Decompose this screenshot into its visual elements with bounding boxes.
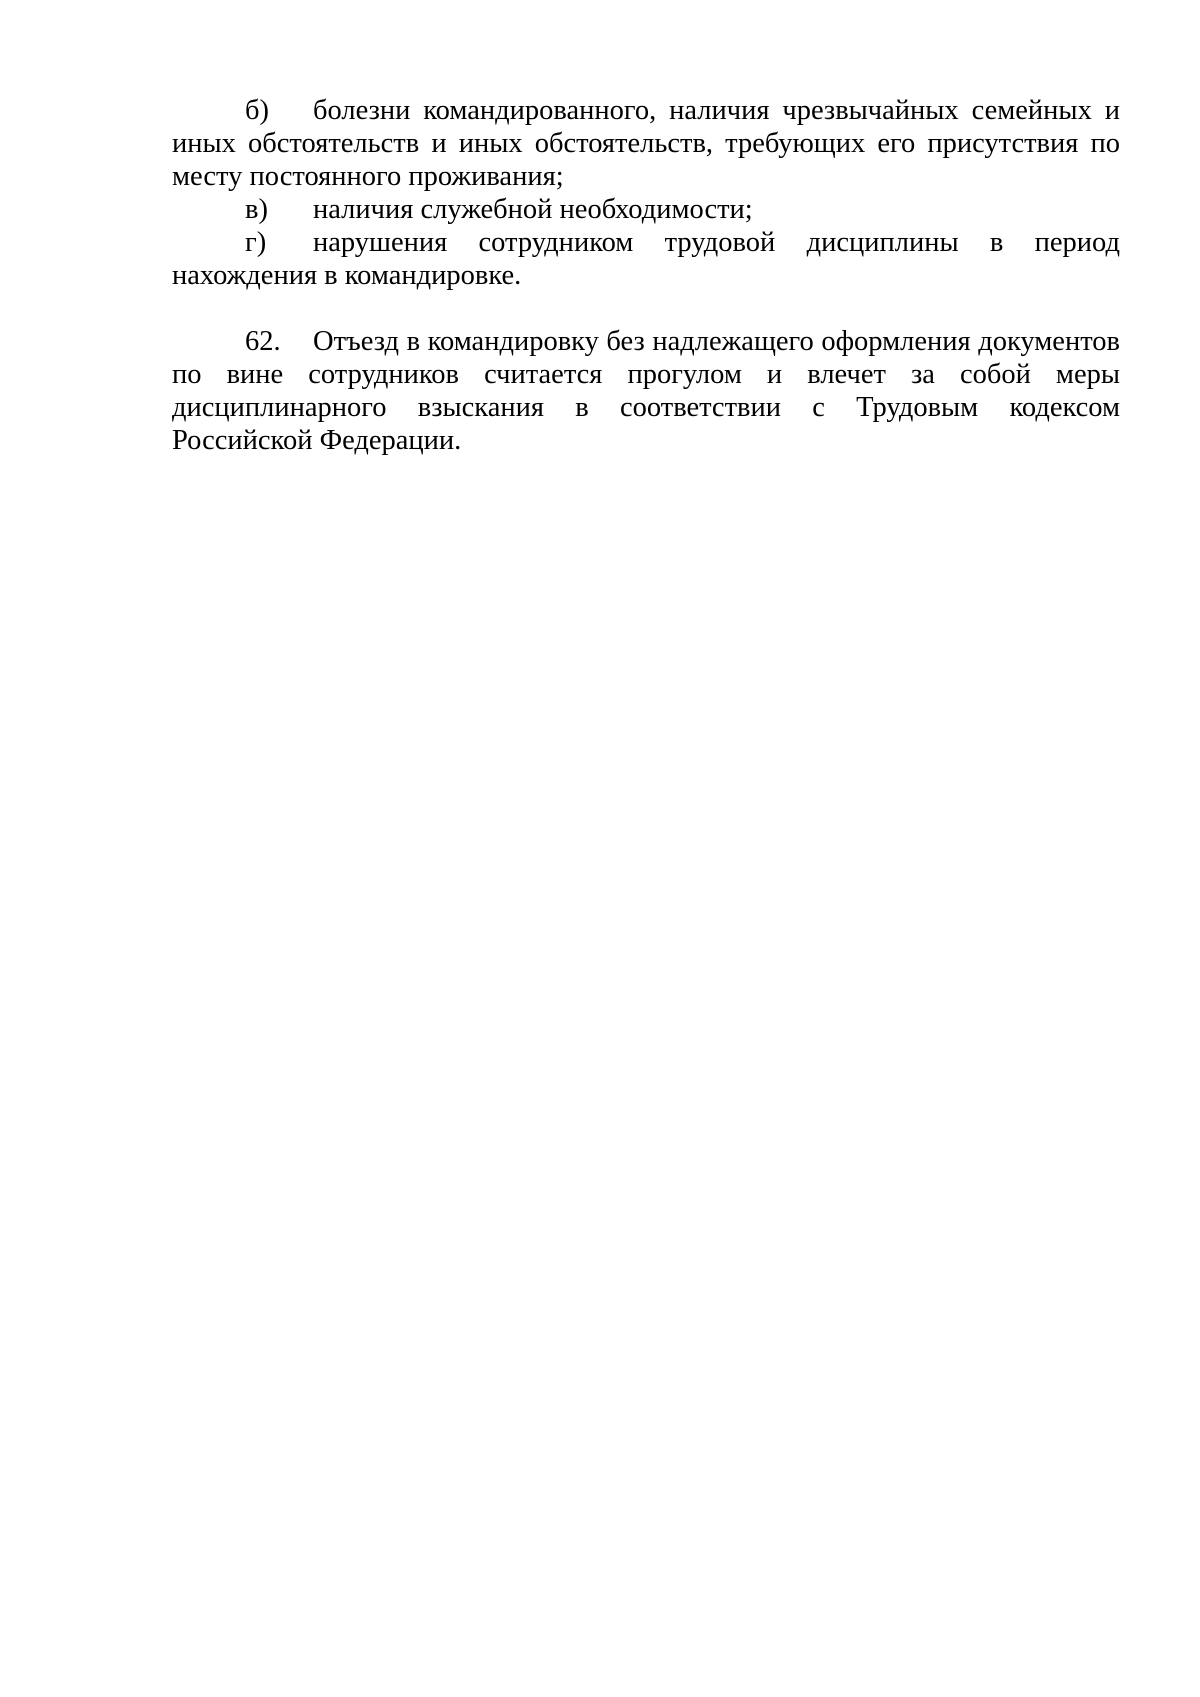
list-item-v: [172, 193, 1120, 226]
item-text: болезни командированного, наличия чрезвычайных семейных и иных обстоятельств и иных обстоятельств, требующих его присутствия по месту постоянного проживания;: [172, 95, 1120, 192]
clause-62: [172, 325, 1120, 457]
list-item-g: [172, 226, 1120, 292]
item-text: нарушения сотрудником трудовой дисциплины в период нахождения в командировке.: [172, 227, 1120, 291]
item-text: наличия служебной необходимости;: [313, 194, 753, 225]
list-item-b: [172, 94, 1120, 193]
item-marker: в): [245, 194, 268, 225]
item-marker: б): [245, 95, 269, 126]
clause-text: Отъезд в командировку без надлежащего оформления документов по вине сотрудников считается прогулом и влечет за собой меры дисциплинарного взыскания в соответствии с Трудовым кодексом Российской Федерации.: [172, 326, 1120, 456]
paragraph-spacer: [172, 292, 1120, 325]
item-marker: г): [245, 227, 267, 258]
clause-number: 62.: [245, 326, 281, 357]
document-body: [172, 94, 1120, 457]
